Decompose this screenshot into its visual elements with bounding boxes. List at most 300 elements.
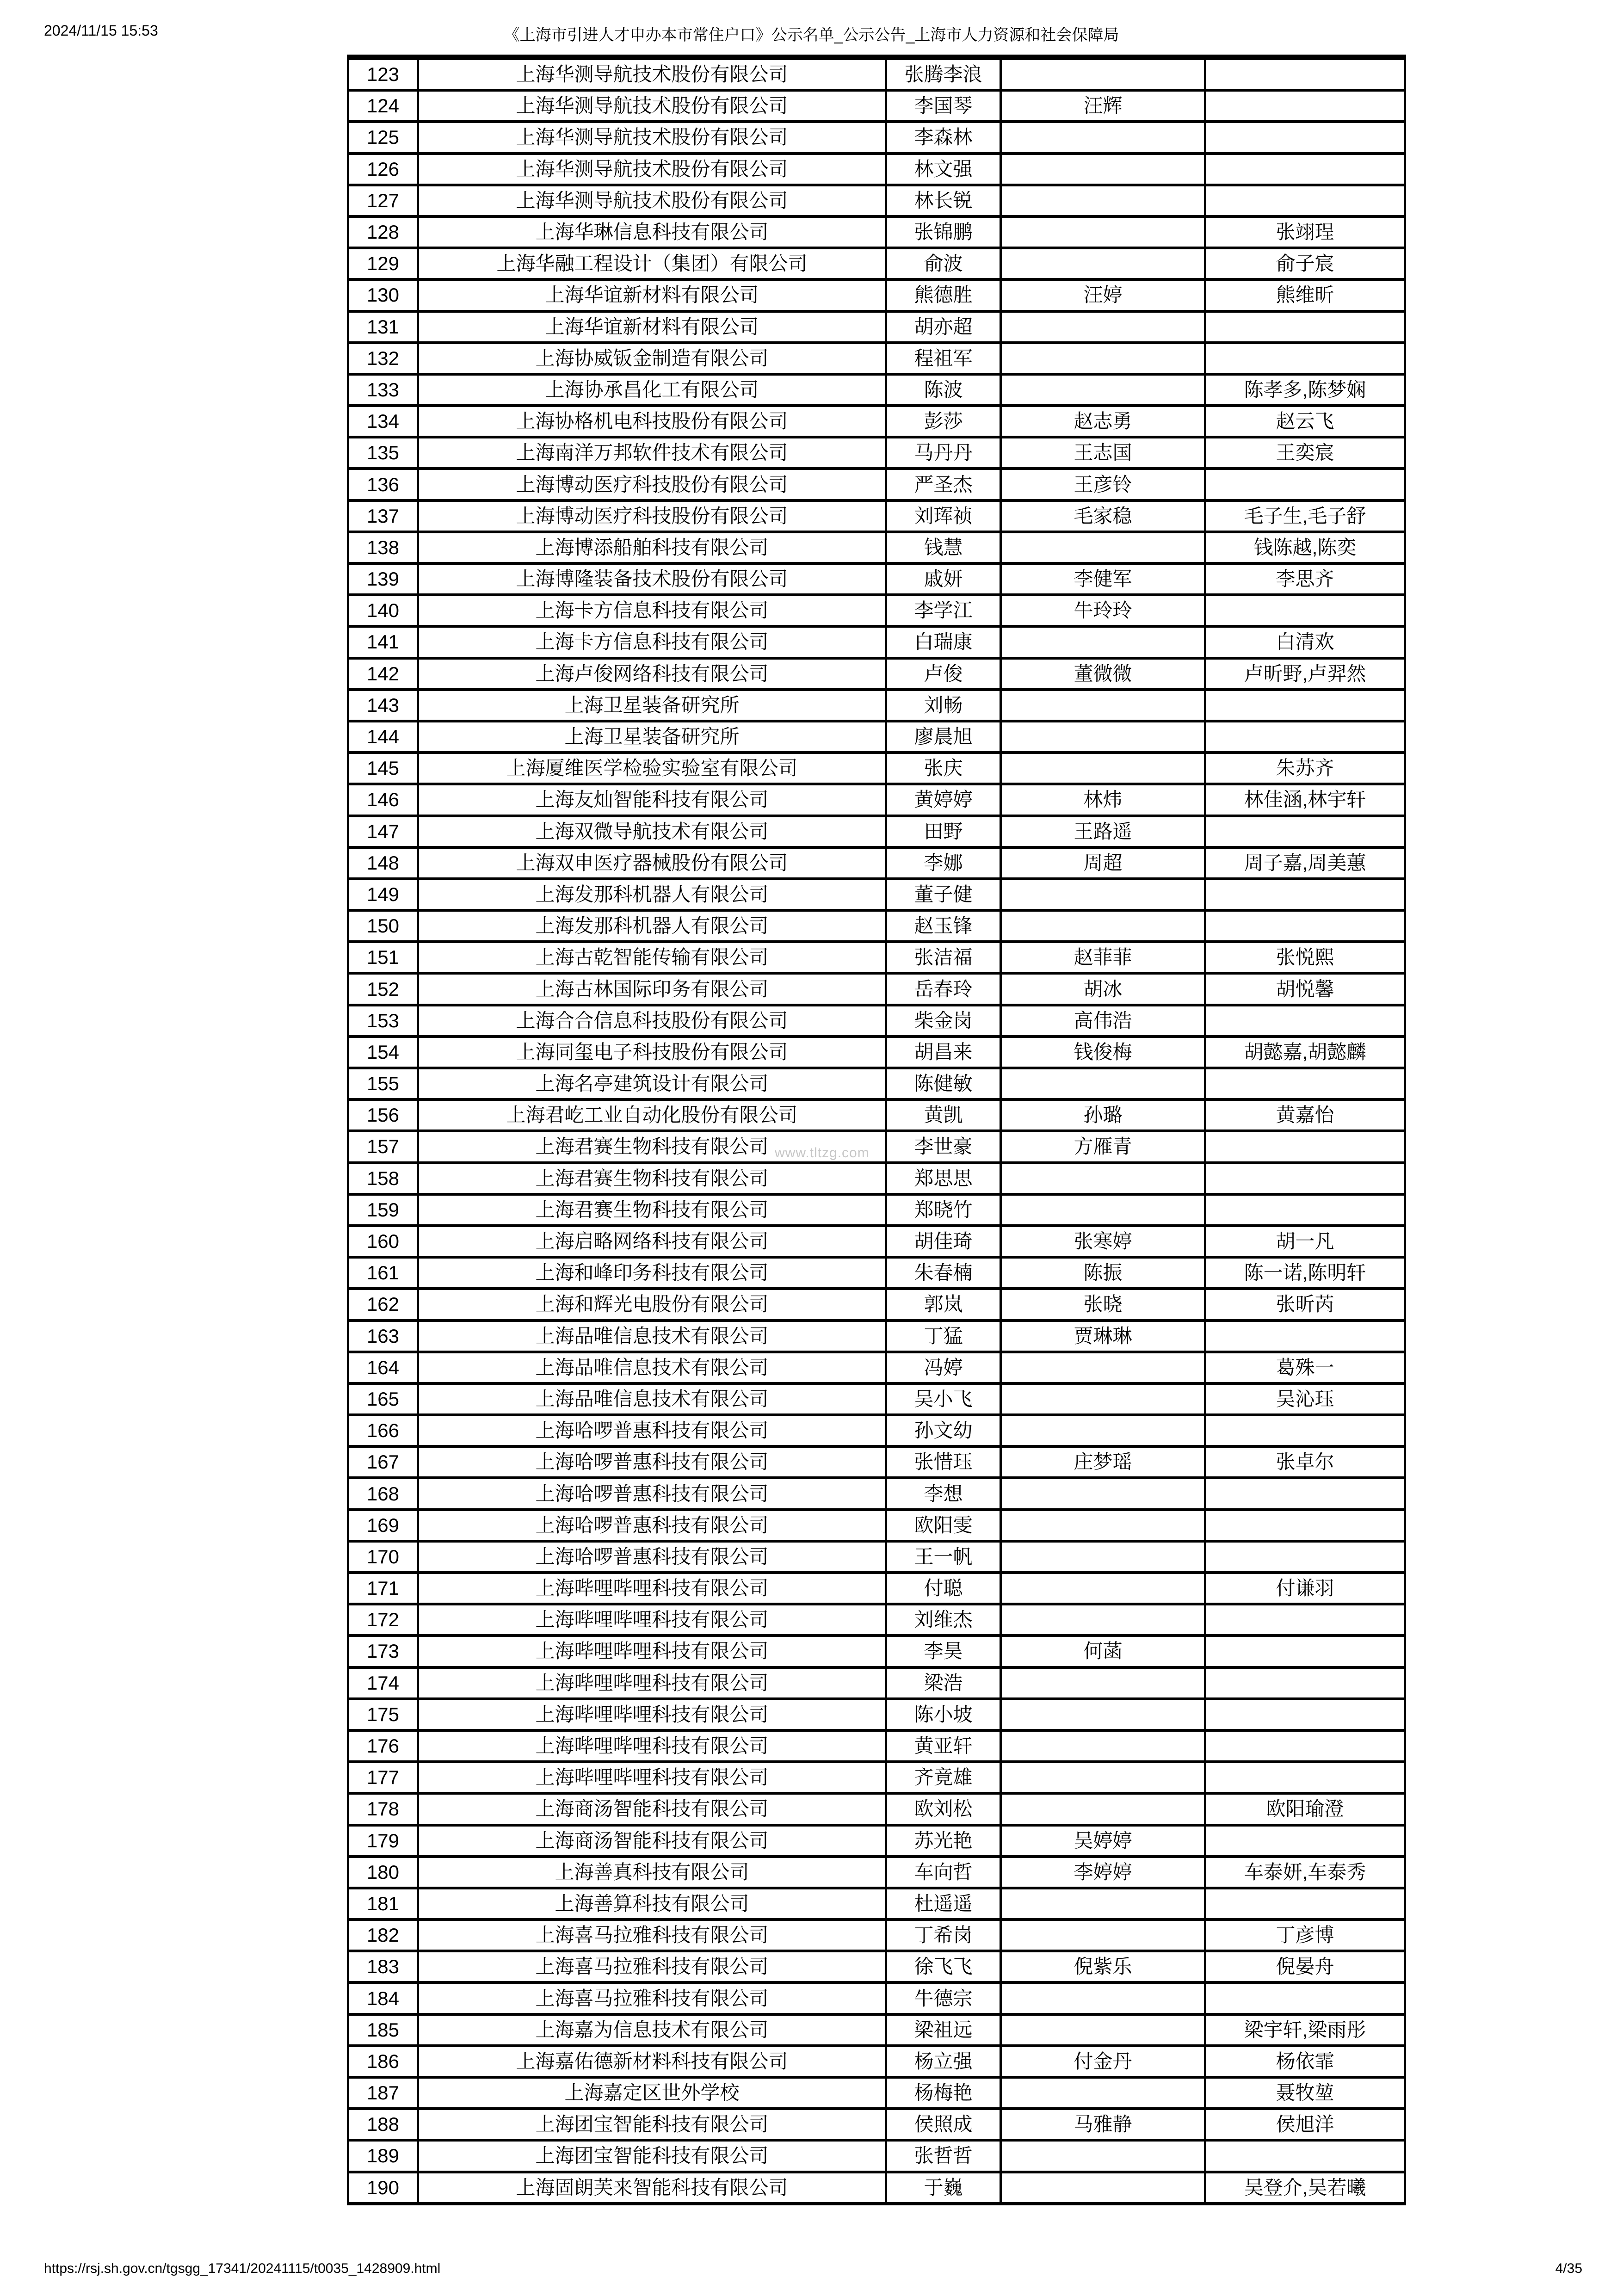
cell-spouse: 牛玲玲 — [1000, 596, 1204, 625]
cell-applicant: 郭岚 — [885, 1290, 1000, 1319]
cell-spouse: 方雁青 — [1000, 1132, 1204, 1161]
cell-spouse: 高伟浩 — [1000, 1006, 1204, 1035]
cell-applicant: 丁猛 — [885, 1322, 1000, 1351]
cell-no: 169 — [366, 1514, 400, 1536]
cell-company: 上海哔哩哔哩科技有限公司 — [417, 1637, 885, 1666]
table-row — [349, 89, 1404, 120]
table-row — [349, 1129, 1404, 1161]
cell-company: 上海君赛生物科技有限公司 — [417, 1132, 885, 1161]
cell-applicant: 赵玉锋 — [885, 912, 1000, 940]
cell-children: 聂牧堃 — [1204, 2079, 1404, 2107]
cell-company: 上海华测导航技术股份有限公司 — [417, 155, 885, 184]
cell-company: 上海卫星装备研究所 — [417, 722, 885, 751]
cell-no: 172 — [366, 1609, 400, 1631]
table-row — [349, 1666, 1404, 1697]
cell-children: 白清欢 — [1204, 628, 1404, 656]
cell-company: 上海博动医疗科技股份有限公司 — [417, 502, 885, 531]
cell-company: 上海发那科机器人有限公司 — [417, 880, 885, 909]
cell-company: 上海哔哩哔哩科技有限公司 — [417, 1669, 885, 1697]
cell-applicant: 李娜 — [885, 849, 1000, 877]
table-row — [349, 688, 1404, 720]
cell-applicant: 孙文幼 — [885, 1416, 1000, 1445]
cell-spouse: 倪紫乐 — [1000, 1952, 1204, 1981]
cell-no: 188 — [366, 2113, 400, 2136]
cell-spouse: 赵菲菲 — [1000, 943, 1204, 972]
cell-no: 126 — [366, 158, 400, 180]
cell-company: 上海厦维医学检验实验室有限公司 — [417, 754, 885, 783]
cell-spouse: 付金丹 — [1000, 2047, 1204, 2076]
cell-applicant: 彭莎 — [885, 407, 1000, 436]
cell-spouse — [1000, 1416, 1204, 1445]
table-row — [349, 2139, 1404, 2170]
cell-company: 上海团宝智能科技有限公司 — [417, 2110, 885, 2139]
table-row — [349, 2013, 1404, 2044]
cell-applicant: 张锦鹏 — [885, 218, 1000, 247]
cell-company: 上海卡方信息科技有限公司 — [417, 628, 885, 656]
cell-children: 丁彦博 — [1204, 1921, 1404, 1950]
cell-spouse — [1000, 880, 1204, 909]
cell-applicant: 于巍 — [885, 2173, 1000, 2202]
cell-no: 138 — [366, 536, 400, 558]
cell-children — [1204, 722, 1404, 751]
cell-company: 上海启略网络科技有限公司 — [417, 1227, 885, 1256]
cell-applicant: 胡佳琦 — [885, 1227, 1000, 1256]
cell-children — [1204, 1543, 1404, 1571]
cell-no: 131 — [366, 315, 400, 338]
cell-children — [1204, 1763, 1404, 1792]
table-row — [349, 1098, 1404, 1129]
cell-children — [1204, 817, 1404, 846]
table-row — [349, 1035, 1404, 1067]
cell-children — [1204, 60, 1404, 89]
table-row — [349, 1508, 1404, 1540]
cell-company: 上海君赛生物科技有限公司 — [417, 1164, 885, 1193]
cell-children: 林佳涵,林宇轩 — [1204, 785, 1404, 814]
cell-children: 胡悦馨 — [1204, 975, 1404, 1003]
cell-children — [1204, 880, 1404, 909]
cell-no: 173 — [366, 1640, 400, 1662]
cell-applicant: 戚妍 — [885, 565, 1000, 593]
cell-applicant: 梁祖远 — [885, 2016, 1000, 2044]
cell-spouse — [1000, 376, 1204, 404]
cell-company: 上海哈啰普惠科技有限公司 — [417, 1511, 885, 1540]
cell-no: 144 — [366, 726, 400, 748]
cell-applicant: 程祖军 — [885, 344, 1000, 373]
cell-no: 153 — [366, 1009, 400, 1031]
table-row — [349, 1540, 1404, 1571]
cell-children — [1204, 1637, 1404, 1666]
cell-applicant: 陈健敏 — [885, 1069, 1000, 1098]
cell-spouse — [1000, 1700, 1204, 1729]
table-row — [349, 657, 1404, 688]
cell-children — [1204, 912, 1404, 940]
cell-applicant: 刘畅 — [885, 691, 1000, 720]
cell-children: 车泰妍,车泰秀 — [1204, 1858, 1404, 1887]
cell-children — [1204, 186, 1404, 215]
cell-applicant: 丁希岗 — [885, 1921, 1000, 1950]
cell-children — [1204, 1827, 1404, 1855]
cell-spouse: 王志国 — [1000, 438, 1204, 467]
cell-spouse — [1000, 1669, 1204, 1697]
cell-company: 上海固朗芙来智能科技有限公司 — [417, 2173, 885, 2202]
cell-no: 187 — [366, 2082, 400, 2104]
cell-no: 148 — [366, 852, 400, 874]
cell-company: 上海协承昌化工有限公司 — [417, 376, 885, 404]
cell-company: 上海卡方信息科技有限公司 — [417, 596, 885, 625]
cell-spouse: 胡冰 — [1000, 975, 1204, 1003]
cell-no: 180 — [366, 1861, 400, 1883]
table-row — [349, 783, 1404, 814]
cell-company: 上海商汤智能科技有限公司 — [417, 1795, 885, 1823]
cell-no: 186 — [366, 2050, 400, 2072]
table-row — [349, 1382, 1404, 1413]
cell-children — [1204, 1479, 1404, 1508]
cell-spouse: 孙璐 — [1000, 1101, 1204, 1129]
table-row — [349, 215, 1404, 247]
cell-children: 陈一诺,陈明轩 — [1204, 1259, 1404, 1287]
cell-spouse — [1000, 533, 1204, 562]
cell-spouse — [1000, 1732, 1204, 1760]
table-row — [349, 1004, 1404, 1035]
cell-company: 上海君赛生物科技有限公司 — [417, 1196, 885, 1224]
table-row — [349, 1351, 1404, 1382]
cell-no: 146 — [366, 789, 400, 811]
cell-company: 上海喜马拉雅科技有限公司 — [417, 1921, 885, 1950]
cell-spouse — [1000, 754, 1204, 783]
cell-company: 上海华谊新材料有限公司 — [417, 281, 885, 309]
table-row — [349, 1792, 1404, 1823]
table-row — [349, 1161, 1404, 1193]
cell-spouse — [1000, 2173, 1204, 2202]
cell-children — [1204, 1069, 1404, 1098]
cell-applicant: 张腾李浪 — [885, 60, 1000, 89]
cell-company: 上海哈啰普惠科技有限公司 — [417, 1479, 885, 1508]
cell-children: 侯旭洋 — [1204, 2110, 1404, 2139]
cell-applicant: 张洁福 — [885, 943, 1000, 972]
table-row — [349, 436, 1404, 467]
table-row — [349, 972, 1404, 1003]
cell-spouse — [1000, 1385, 1204, 1413]
cell-spouse: 李婷婷 — [1000, 1858, 1204, 1887]
cell-spouse — [1000, 628, 1204, 656]
cell-company: 上海华测导航技术股份有限公司 — [417, 186, 885, 215]
table-row — [349, 373, 1404, 404]
cell-applicant: 黄凯 — [885, 1101, 1000, 1129]
cell-spouse — [1000, 2079, 1204, 2107]
table-row — [349, 310, 1404, 341]
cell-spouse — [1000, 186, 1204, 215]
cell-spouse: 董微微 — [1000, 660, 1204, 688]
cell-children: 黄嘉怡 — [1204, 1101, 1404, 1129]
cell-applicant: 林文强 — [885, 155, 1000, 184]
cell-children: 吴登介,吴若曦 — [1204, 2173, 1404, 2202]
cell-no: 166 — [366, 1420, 400, 1442]
table-row — [349, 2076, 1404, 2107]
cell-company: 上海博添船舶科技有限公司 — [417, 533, 885, 562]
cell-spouse — [1000, 912, 1204, 940]
cell-applicant: 郑晓竹 — [885, 1196, 1000, 1224]
table-row — [349, 1319, 1404, 1351]
cell-applicant: 白瑞康 — [885, 628, 1000, 656]
cell-no: 139 — [366, 568, 400, 590]
table-row — [349, 815, 1404, 846]
cell-children — [1204, 691, 1404, 720]
cell-spouse: 吴婷婷 — [1000, 1827, 1204, 1855]
cell-company: 上海哔哩哔哩科技有限公司 — [417, 1605, 885, 1634]
cell-no: 161 — [366, 1262, 400, 1284]
cell-company: 上海商汤智能科技有限公司 — [417, 1827, 885, 1855]
cell-no: 176 — [366, 1735, 400, 1757]
table-row — [349, 1067, 1404, 1098]
cell-children: 吴沁珏 — [1204, 1385, 1404, 1413]
cell-no: 145 — [366, 757, 400, 779]
cell-children — [1204, 1669, 1404, 1697]
cell-company: 上海嘉定区世外学校 — [417, 2079, 885, 2107]
cell-spouse — [1000, 1795, 1204, 1823]
cell-spouse: 李健军 — [1000, 565, 1204, 593]
cell-children: 俞子宸 — [1204, 249, 1404, 278]
table-row — [349, 593, 1404, 625]
table-row — [349, 60, 1404, 89]
cell-no: 163 — [366, 1325, 400, 1347]
cell-children: 欧阳瑜澄 — [1204, 1795, 1404, 1823]
cell-children: 张卓尔 — [1204, 1448, 1404, 1476]
cell-children — [1204, 1164, 1404, 1193]
cell-children — [1204, 1322, 1404, 1351]
table-row — [349, 247, 1404, 278]
cell-no: 127 — [366, 189, 400, 211]
cell-applicant: 欧刘松 — [885, 1795, 1000, 1823]
cell-company: 上海善真科技有限公司 — [417, 1858, 885, 1887]
cell-children — [1204, 1605, 1404, 1634]
cell-no: 181 — [366, 1892, 400, 1914]
watermark-text: www.tltzg.com — [775, 1145, 870, 1160]
table-row — [349, 909, 1404, 940]
cell-company: 上海博隆装备技术股份有限公司 — [417, 565, 885, 593]
cell-no: 168 — [366, 1482, 400, 1505]
table-row — [349, 1887, 1404, 1918]
cell-applicant: 张惜珏 — [885, 1448, 1000, 1476]
cell-company: 上海和辉光电股份有限公司 — [417, 1290, 885, 1319]
cell-no: 140 — [366, 599, 400, 622]
cell-applicant: 陈波 — [885, 376, 1000, 404]
cell-company: 上海哈啰普惠科技有限公司 — [417, 1543, 885, 1571]
cell-spouse — [1000, 1543, 1204, 1571]
cell-spouse: 汪辉 — [1000, 92, 1204, 120]
cell-children — [1204, 1511, 1404, 1540]
cell-children — [1204, 313, 1404, 341]
cell-company: 上海双申医疗器械股份有限公司 — [417, 849, 885, 877]
cell-spouse: 王彦铃 — [1000, 470, 1204, 499]
cell-no: 170 — [366, 1545, 400, 1568]
cell-company: 上海协格机电科技股份有限公司 — [417, 407, 885, 436]
cell-applicant: 梁浩 — [885, 1669, 1000, 1697]
cell-applicant: 李学江 — [885, 596, 1000, 625]
cell-no: 155 — [366, 1073, 400, 1095]
cell-no: 130 — [366, 284, 400, 306]
cell-no: 162 — [366, 1293, 400, 1315]
records-table — [347, 55, 1406, 2205]
cell-applicant: 胡亦超 — [885, 313, 1000, 341]
table-row — [349, 1855, 1404, 1887]
cell-spouse — [1000, 155, 1204, 184]
cell-applicant: 李森林 — [885, 123, 1000, 152]
cell-children: 葛殊一 — [1204, 1353, 1404, 1382]
table-row — [349, 846, 1404, 877]
cell-no: 129 — [366, 253, 400, 275]
cell-applicant: 陈小坡 — [885, 1700, 1000, 1729]
cell-no: 133 — [366, 378, 400, 401]
cell-no: 150 — [366, 915, 400, 937]
cell-spouse: 毛家稳 — [1000, 502, 1204, 531]
table-row — [349, 499, 1404, 531]
table-row — [349, 877, 1404, 909]
cell-applicant: 牛德宗 — [885, 1984, 1000, 2012]
cell-no: 124 — [366, 95, 400, 117]
cell-company: 上海合合信息科技股份有限公司 — [417, 1006, 885, 1035]
cell-company: 上海古林国际印务有限公司 — [417, 975, 885, 1003]
cell-spouse — [1000, 218, 1204, 247]
cell-children — [1204, 1700, 1404, 1729]
cell-no: 128 — [366, 221, 400, 243]
table-row — [349, 467, 1404, 499]
cell-spouse — [1000, 1763, 1204, 1792]
cell-applicant: 张哲哲 — [885, 2142, 1000, 2170]
cell-children: 毛子生,毛子舒 — [1204, 502, 1404, 531]
cell-spouse — [1000, 1479, 1204, 1508]
cell-spouse: 何菡 — [1000, 1637, 1204, 1666]
table-row — [349, 1918, 1404, 1950]
cell-no: 156 — [366, 1104, 400, 1126]
table-row — [349, 2044, 1404, 2076]
cell-no: 125 — [366, 126, 400, 148]
cell-company: 上海华测导航技术股份有限公司 — [417, 60, 885, 89]
cell-company: 上海善算科技有限公司 — [417, 1889, 885, 1918]
cell-spouse: 马雅静 — [1000, 2110, 1204, 2139]
cell-no: 135 — [366, 442, 400, 464]
table-row — [349, 404, 1404, 436]
cell-company: 上海南洋万邦软件技术有限公司 — [417, 438, 885, 467]
cell-company: 上海嘉佑德新材料科技有限公司 — [417, 2047, 885, 2076]
cell-applicant: 张庆 — [885, 754, 1000, 783]
cell-spouse — [1000, 2142, 1204, 2170]
cell-no: 182 — [366, 1924, 400, 1946]
cell-company: 上海华融工程设计（集团）有限公司 — [417, 249, 885, 278]
cell-company: 上海卫星装备研究所 — [417, 691, 885, 720]
cell-company: 上海华琳信息科技有限公司 — [417, 218, 885, 247]
cell-no: 154 — [366, 1041, 400, 1063]
cell-no: 177 — [366, 1766, 400, 1789]
cell-spouse: 周超 — [1000, 849, 1204, 877]
cell-children: 杨依霏 — [1204, 2047, 1404, 2076]
cell-company: 上海团宝智能科技有限公司 — [417, 2142, 885, 2170]
source-url: https://rsj.sh.gov.cn/tgsgg_17341/20241115/t0035_1428909.html — [44, 2261, 441, 2276]
cell-no: 123 — [366, 63, 400, 86]
cell-applicant: 朱春楠 — [885, 1259, 1000, 1287]
cell-applicant: 车向哲 — [885, 1858, 1000, 1887]
cell-company: 上海友灿智能科技有限公司 — [417, 785, 885, 814]
cell-children — [1204, 92, 1404, 120]
table-row — [349, 1603, 1404, 1634]
cell-children — [1204, 596, 1404, 625]
table-row — [349, 720, 1404, 751]
cell-children — [1204, 1732, 1404, 1760]
cell-applicant: 胡昌来 — [885, 1038, 1000, 1067]
cell-applicant: 李昊 — [885, 1637, 1000, 1666]
cell-children — [1204, 123, 1404, 152]
table-row — [349, 1634, 1404, 1666]
cell-children: 张悦熙 — [1204, 943, 1404, 972]
cell-applicant: 刘珲祯 — [885, 502, 1000, 531]
cell-applicant: 徐飞飞 — [885, 1952, 1000, 1981]
cell-company: 上海嘉为信息技术有限公司 — [417, 2016, 885, 2044]
cell-no: 142 — [366, 662, 400, 685]
table-row — [349, 751, 1404, 783]
cell-children — [1204, 1132, 1404, 1161]
cell-spouse: 钱俊梅 — [1000, 1038, 1204, 1067]
cell-applicant: 田野 — [885, 817, 1000, 846]
table-row — [349, 1697, 1404, 1729]
cell-spouse — [1000, 313, 1204, 341]
cell-no: 159 — [366, 1198, 400, 1221]
cell-applicant: 郑思思 — [885, 1164, 1000, 1193]
cell-no: 165 — [366, 1388, 400, 1410]
cell-company: 上海君屹工业自动化股份有限公司 — [417, 1101, 885, 1129]
table-row — [349, 1950, 1404, 1981]
cell-spouse — [1000, 60, 1204, 89]
table-row — [349, 625, 1404, 656]
table-row — [349, 531, 1404, 562]
table-row — [349, 1571, 1404, 1603]
cell-applicant: 严圣杰 — [885, 470, 1000, 499]
cell-spouse — [1000, 1574, 1204, 1603]
cell-children: 陈孝多,陈梦娴 — [1204, 376, 1404, 404]
cell-applicant: 钱慧 — [885, 533, 1000, 562]
cell-children: 胡一凡 — [1204, 1227, 1404, 1256]
cell-company: 上海名亭建筑设计有限公司 — [417, 1069, 885, 1098]
cell-children — [1204, 470, 1404, 499]
cell-children: 李思齐 — [1204, 565, 1404, 593]
table-row — [349, 341, 1404, 373]
cell-children — [1204, 2142, 1404, 2170]
cell-company: 上海品唯信息技术有限公司 — [417, 1353, 885, 1382]
table-row — [349, 1729, 1404, 1760]
cell-applicant: 冯婷 — [885, 1353, 1000, 1382]
cell-applicant: 杜遥遥 — [885, 1889, 1000, 1918]
cell-no: 164 — [366, 1356, 400, 1378]
cell-children: 朱苏齐 — [1204, 754, 1404, 783]
page-title: 《上海市引进人才申办本市常住户口》公示名单_公示公告_上海市人力资源和社会保障局 — [504, 26, 1119, 44]
cell-children: 周子嘉,周美蕙 — [1204, 849, 1404, 877]
cell-applicant: 俞波 — [885, 249, 1000, 278]
cell-no: 151 — [366, 946, 400, 969]
cell-applicant: 卢俊 — [885, 660, 1000, 688]
table-row — [349, 1256, 1404, 1287]
cell-spouse: 贾琳琳 — [1000, 1322, 1204, 1351]
cell-applicant: 李想 — [885, 1479, 1000, 1508]
cell-applicant: 黄婷婷 — [885, 785, 1000, 814]
cell-spouse — [1000, 1984, 1204, 2012]
cell-no: 183 — [366, 1956, 400, 1978]
cell-no: 132 — [366, 347, 400, 369]
cell-company: 上海哔哩哔哩科技有限公司 — [417, 1763, 885, 1792]
cell-spouse: 林炜 — [1000, 785, 1204, 814]
cell-applicant: 吴小飞 — [885, 1385, 1000, 1413]
page-number: 4/35 — [1555, 2261, 1582, 2276]
cell-children — [1204, 1889, 1404, 1918]
cell-spouse: 王路遥 — [1000, 817, 1204, 846]
cell-company: 上海品唯信息技术有限公司 — [417, 1385, 885, 1413]
